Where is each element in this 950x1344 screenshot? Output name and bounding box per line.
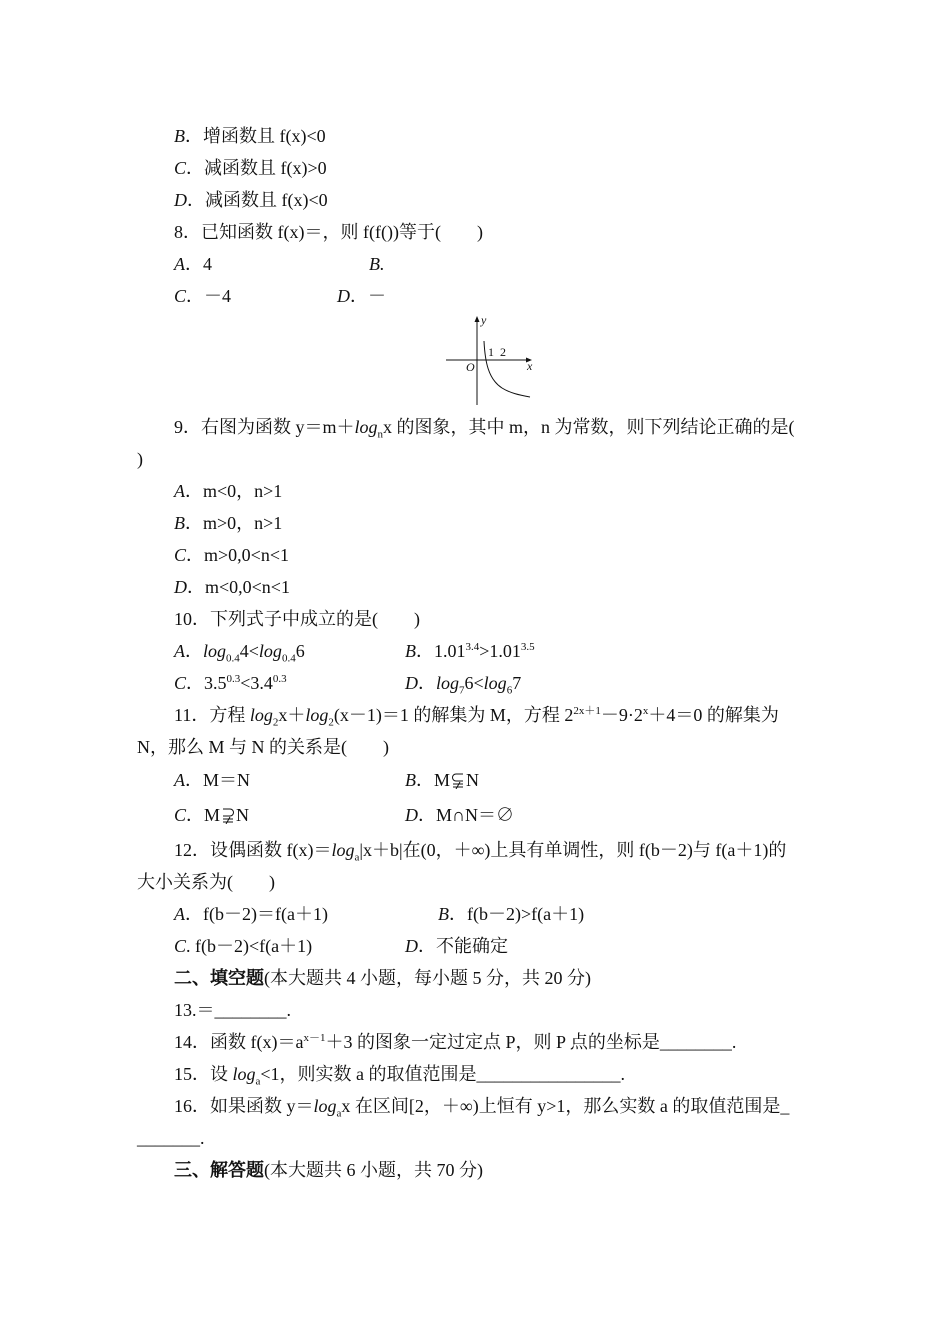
q12-stem-continued: 大小关系为( ) [137,872,275,892]
q9-stem: 9．右图为函数 $y=m+\log_nx$ 的图象，其中 m，n 为常数，则下列结论正确的是( [174,417,795,441]
origin-label: O [466,360,475,374]
y-label: y [481,313,487,327]
section-3-heading: 三、解答题(本大题共 6 小题，共 70 分) [174,1160,483,1180]
tick-label-1: 1 [488,345,494,359]
q13: 13.＝________. [174,1000,291,1020]
q10-option-a: A．$\log_{0.4}4<\log_{0.4}6$ [174,641,305,665]
q10-option-d: D．$\log_76<\log_67$ [405,673,522,697]
q12-option-d: D．不能确定 [405,936,508,956]
q8-option-b: B. [369,254,385,274]
q11-option-d: D．M∩N＝∅ [405,805,515,825]
q7-option-d: D．减函数且 f(x)<0 [174,190,328,210]
x-label: x [527,359,533,373]
q10-option-b: B．$1.01^{3.4}>1.01^{3.5}$ [405,641,535,661]
q9-option-a: A．m<0，n>1 [174,481,283,501]
q12-option-c: C. f(b－2)<f(a＋1) [174,936,313,956]
q11-option-b: B．M N [405,770,480,790]
q12-option-b: B．f(b－2)>f(a＋1) [438,904,585,924]
q7-option-c: C．减函数且 f(x)>0 [174,158,327,178]
q9-option-b: B．m>0，n>1 [174,513,283,533]
q10-option-c: C．$3.5^{0.3}<3.4^{0.3}$ [174,673,287,693]
tick-label-2: 2 [500,345,506,359]
q10-stem: 10．下列式子中成立的是( ) [174,609,420,629]
q11-stem-continued: N，那么 M 与 N 的关系是( ) [137,737,389,757]
q8-option-c: C．－4 [174,286,232,306]
q11-option-a: A．M＝N [174,770,251,790]
q11-stem: 11．方程 $\log_2x+\log_2(x-1)=1$ 的解集为 M，方程 $2^{2x+1}-9\cdot 2^x+4=0$ 的解集为 [174,705,779,729]
q9-option-d: D．m<0,0<n<1 [174,577,290,597]
q15: 15．设 $\log_a<1$，则实数 a 的取值范围是________________. [174,1064,626,1088]
q16-continued: _______. [137,1128,205,1148]
proper-superset-symbol [220,806,236,824]
section-2-heading: 二、填空题(本大题共 4 小题，每小题 5 分，共 20 分) [174,968,591,988]
q16: 16．如果函数 $y=\log_ax$ 在区间[2，＋∞)上恒有 y>1，那么实数 a 的取值范围是_ [174,1096,790,1120]
log-function-graph [444,311,540,405]
q9-stem-continued: ) [137,449,143,469]
proper-subset-symbol [450,771,466,789]
q11-option-c: C．M N [174,805,250,825]
q12-option-a: A．f(b－2)＝f(a＋1) [174,904,328,924]
q8-option-a: A．4 [174,254,212,274]
q14: 14．函数 $f(x)=a^{x-1}+3$ 的图象一定过定点 P，则 P 点的坐标是________. [174,1032,737,1052]
y-axis-arrow [475,316,480,322]
q8-option-d: D．－ [337,286,386,306]
q12-stem: 12．设偶函数 $f(x)=\log_a|x+b|$在(0，＋∞)上具有单调性，则 f(b－2)与 f(a＋1)的 [174,840,787,864]
q9-option-c: C．m>0,0<n<1 [174,545,289,565]
q7-option-b: B．增函数且 f(x)<0 [174,126,326,146]
q8-stem: 8．已知函数 f(x)＝，则 f(f())等于( ) [174,222,483,242]
